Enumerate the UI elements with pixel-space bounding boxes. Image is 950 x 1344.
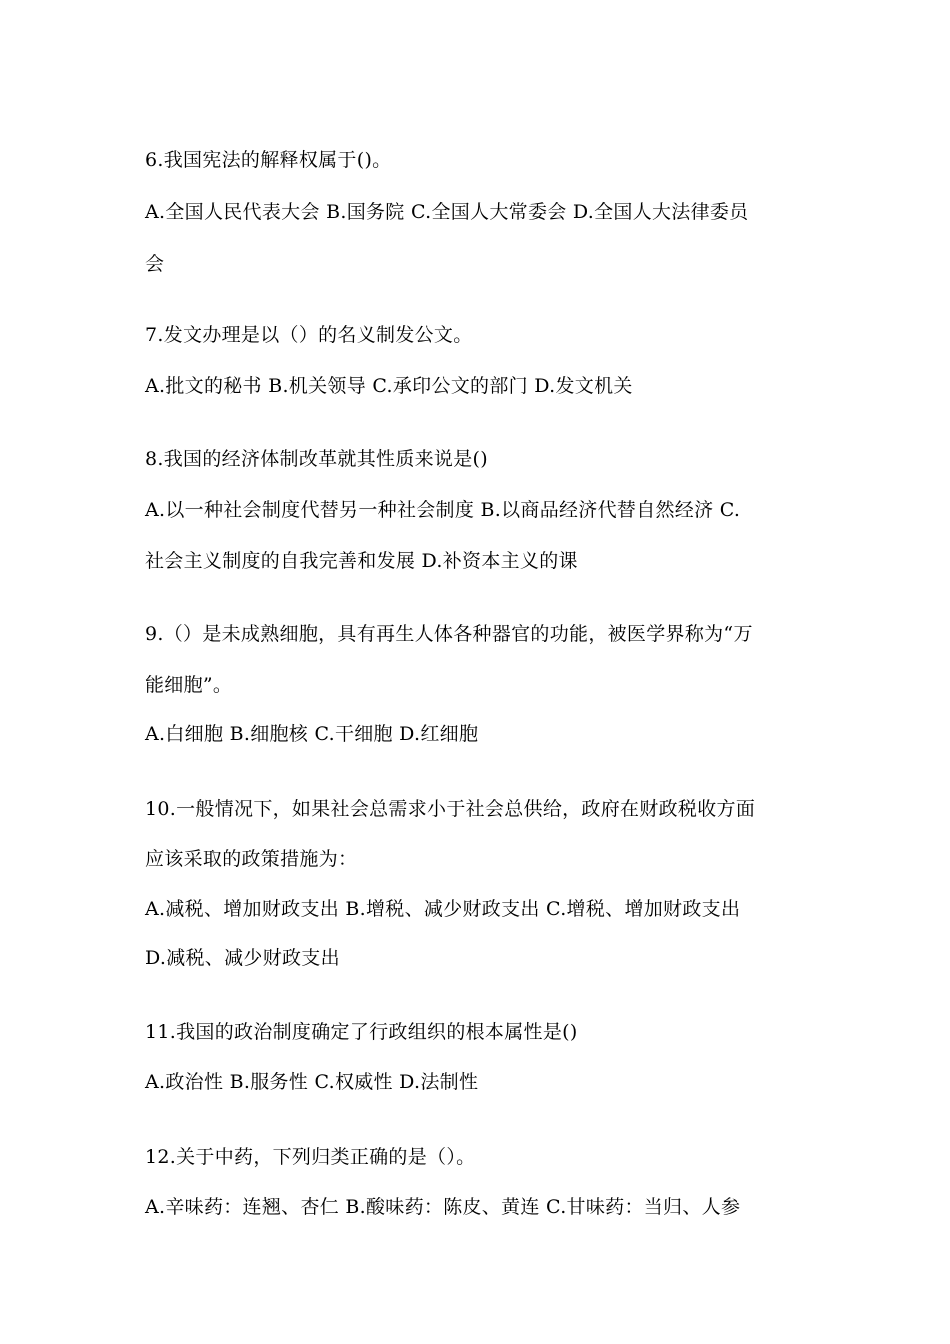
question-6-options: A.全国人民代表大会 B.国务院 C.全国人大常委会 D.全国人大法律委员: [145, 201, 749, 223]
question-10-options: A.减税、增加财政支出 B.增税、减少财政支出 C.增税、增加财政支出: [145, 898, 741, 920]
question-12-options: A.辛味药：连翘、杏仁 B.酸味药：陈皮、黄连 C.甘味药：当归、人参: [145, 1196, 741, 1218]
question-9-stem: 9.（）是未成熟细胞，具有再生人体各种器官的功能，被医学界称为“万: [145, 623, 753, 645]
question-10-stem-continued: 应该采取的政策措施为：: [145, 848, 358, 870]
question-8-options: A.以一种社会制度代替另一种社会制度 B.以商品经济代替自然经济 C.: [145, 499, 741, 521]
question-12-stem: 12.关于中药，下列归类正确的是（）。: [145, 1146, 476, 1168]
question-10-options-continued: D.减税、减少财政支出: [145, 947, 340, 969]
question-11-options: A.政治性 B.服务性 C.权威性 D.法制性: [145, 1071, 479, 1093]
question-9-stem-continued: 能细胞”。: [145, 674, 233, 696]
question-6-stem: 6.我国宪法的解释权属于()。: [145, 149, 392, 171]
question-7-options: A.批文的秘书 B.机关领导 C.承印公文的部门 D.发文机关: [145, 375, 633, 397]
question-9-options: A.白细胞 B.细胞核 C.干细胞 D.红细胞: [145, 723, 479, 745]
question-8-stem: 8.我国的经济体制改革就其性质来说是(): [145, 448, 488, 470]
question-8-options-continued: 社会主义制度的自我完善和发展 D.补资本主义的课: [145, 550, 578, 572]
question-7-stem: 7.发文办理是以（）的名义制发公文。: [145, 324, 473, 346]
question-11-stem: 11.我国的政治制度确定了行政组织的根本属性是(): [145, 1021, 578, 1043]
question-6-options-continued: 会: [145, 253, 165, 275]
question-10-stem: 10.一般情况下，如果社会总需求小于社会总供给，政府在财政税收方面: [145, 798, 756, 820]
